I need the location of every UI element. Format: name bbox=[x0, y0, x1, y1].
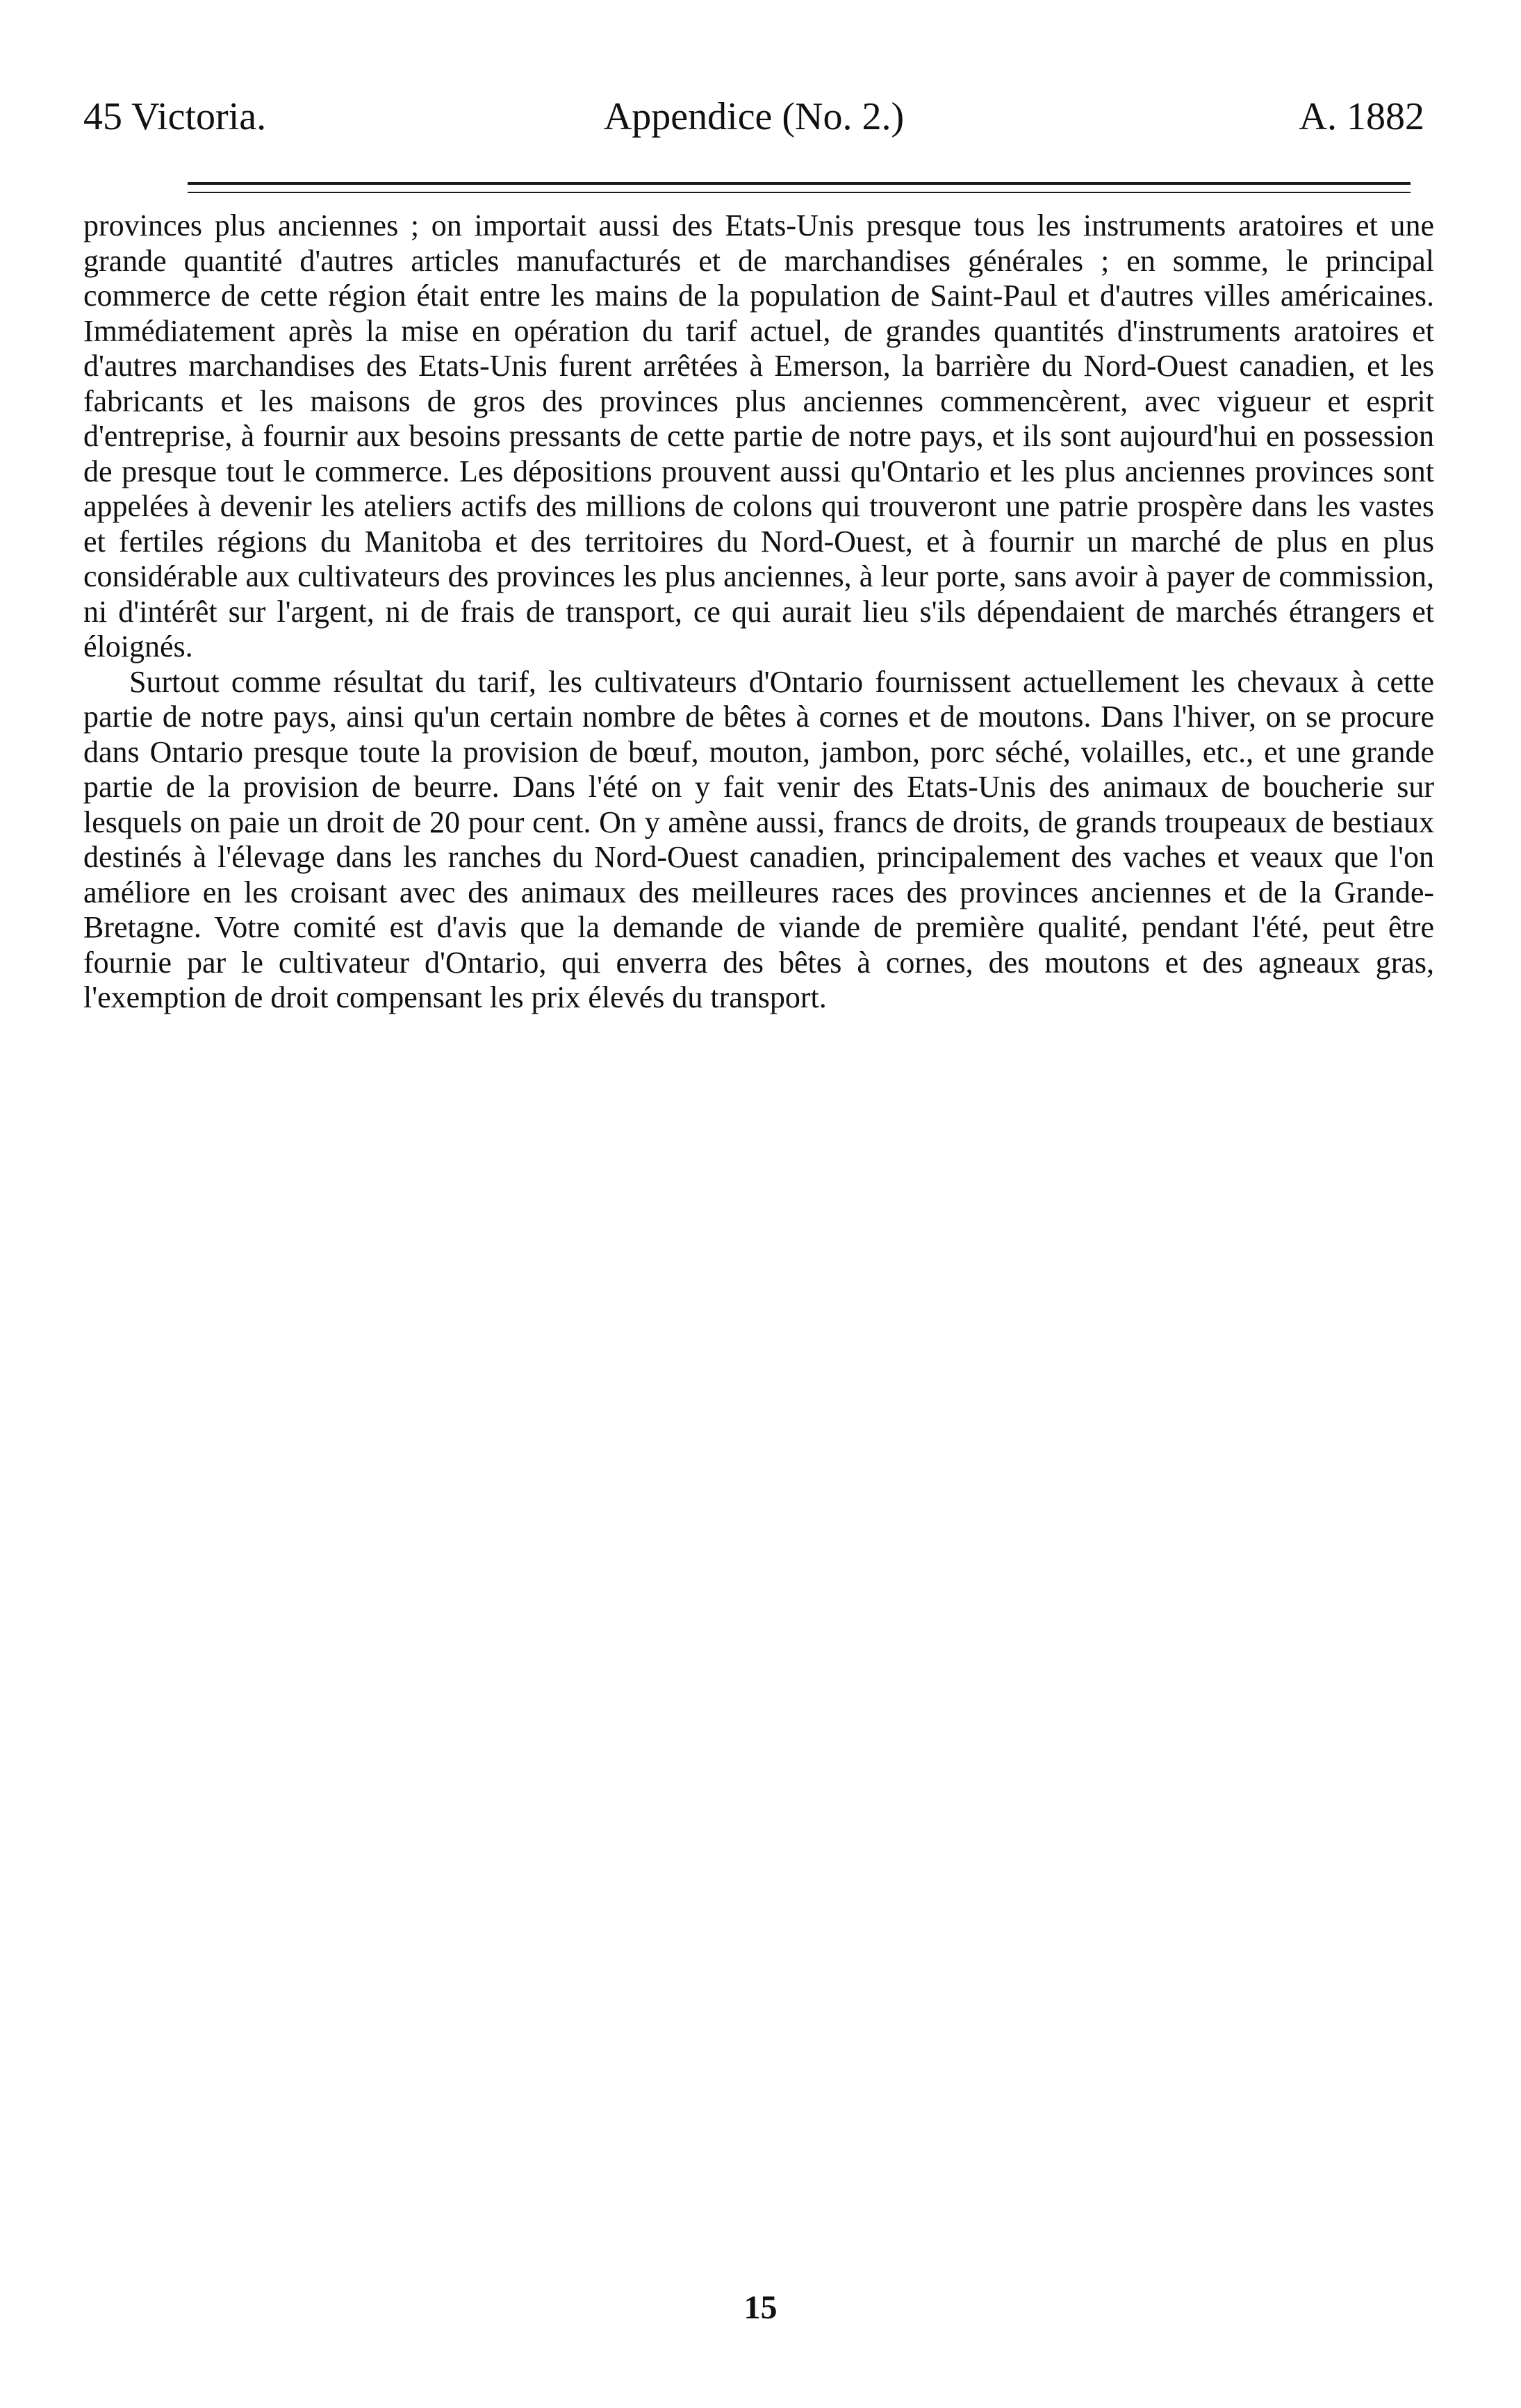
header-rule-thin bbox=[188, 192, 1411, 193]
paragraph-1: provinces plus anciennes ; on importait aussi des Etats-Unis presque tous les instruments aratoires et une grande quantité d'autres articles manufacturés et de marchandises générales ; en somme, le principal commerce de cette région était entre les mains de la population de Saint-Paul et d'autres villes américaines. Immédiatement après la mise en opération du tarif actuel, de grandes quantités d'instruments aratoires et d'autres marchandises des Etats-Unis furent arrêtées à Emerson, la barrière du Nord-Ouest canadien, et les fabricants et les maisons de gros des provinces plus anciennes commencèrent, avec vigueur et esprit d'entreprise, à fournir aux besoins pressants de cette partie de notre pays, et ils sont aujourd'hui en possession de presque tout le commerce. Les dépositions prouvent aussi qu'Ontario et les plus anciennes provinces sont appelées à devenir les ateliers actifs des millions de colons qui trouveront une patrie prospère dans les vastes et fertiles régions du Manitoba et des territoires du Nord-Ouest, et à fournir un marché de plus en plus considérable aux cultivateurs des provinces les plus anciennes, à leur porte, sans avoir à payer de commission, ni d'intérêt sur l'argent, ni de frais de transport, ce qui aurait lieu s'ils dépendaient de marchés étrangers et éloignés. bbox=[83, 208, 1434, 663]
body-text bbox=[83, 208, 1434, 1016]
paragraph-2: Surtout comme résultat du tarif, les cultivateurs d'Ontario fournissent actuellement les chevaux à cette partie de notre pays, ainsi qu'un certain nombre de bêtes à cornes et de moutons. Dans l'hiver, on se procure dans Ontario presque toute la provision de bœuf, mouton, jambon, porc séché, volailles, etc., et une grande partie de la provision de beurre. Dans l'été on y fait venir des Etats-Unis des animaux de boucherie sur lesquels on paie un droit de 20 pour cent. On y amène aussi, francs de droits, de grands troupeaux de bestiaux destinés à l'élevage dans les ranches du Nord-Ouest canadien, principalement des vaches et veaux que l'on améliore en les croisant avec des animaux des meilleures races des provinces anciennes et de la Grande-Bretagne. Votre comité est d'avis que la demande de viande de première qualité, pendant l'été, peut être fournie par le cultivateur d'Ontario, qui enverra des bêtes à cornes, des moutons et des agneaux gras, l'exemption de droit compensant les prix élevés du transport. bbox=[83, 664, 1434, 1014]
header-session: 45 Victoria. bbox=[83, 95, 267, 138]
header-year: A. 1882 bbox=[1299, 95, 1424, 138]
header-appendix-title: Appendice (No. 2.) bbox=[603, 95, 905, 138]
page-number: 15 bbox=[743, 2289, 778, 2326]
running-header bbox=[83, 89, 1424, 145]
header-rule-thick bbox=[188, 182, 1411, 185]
